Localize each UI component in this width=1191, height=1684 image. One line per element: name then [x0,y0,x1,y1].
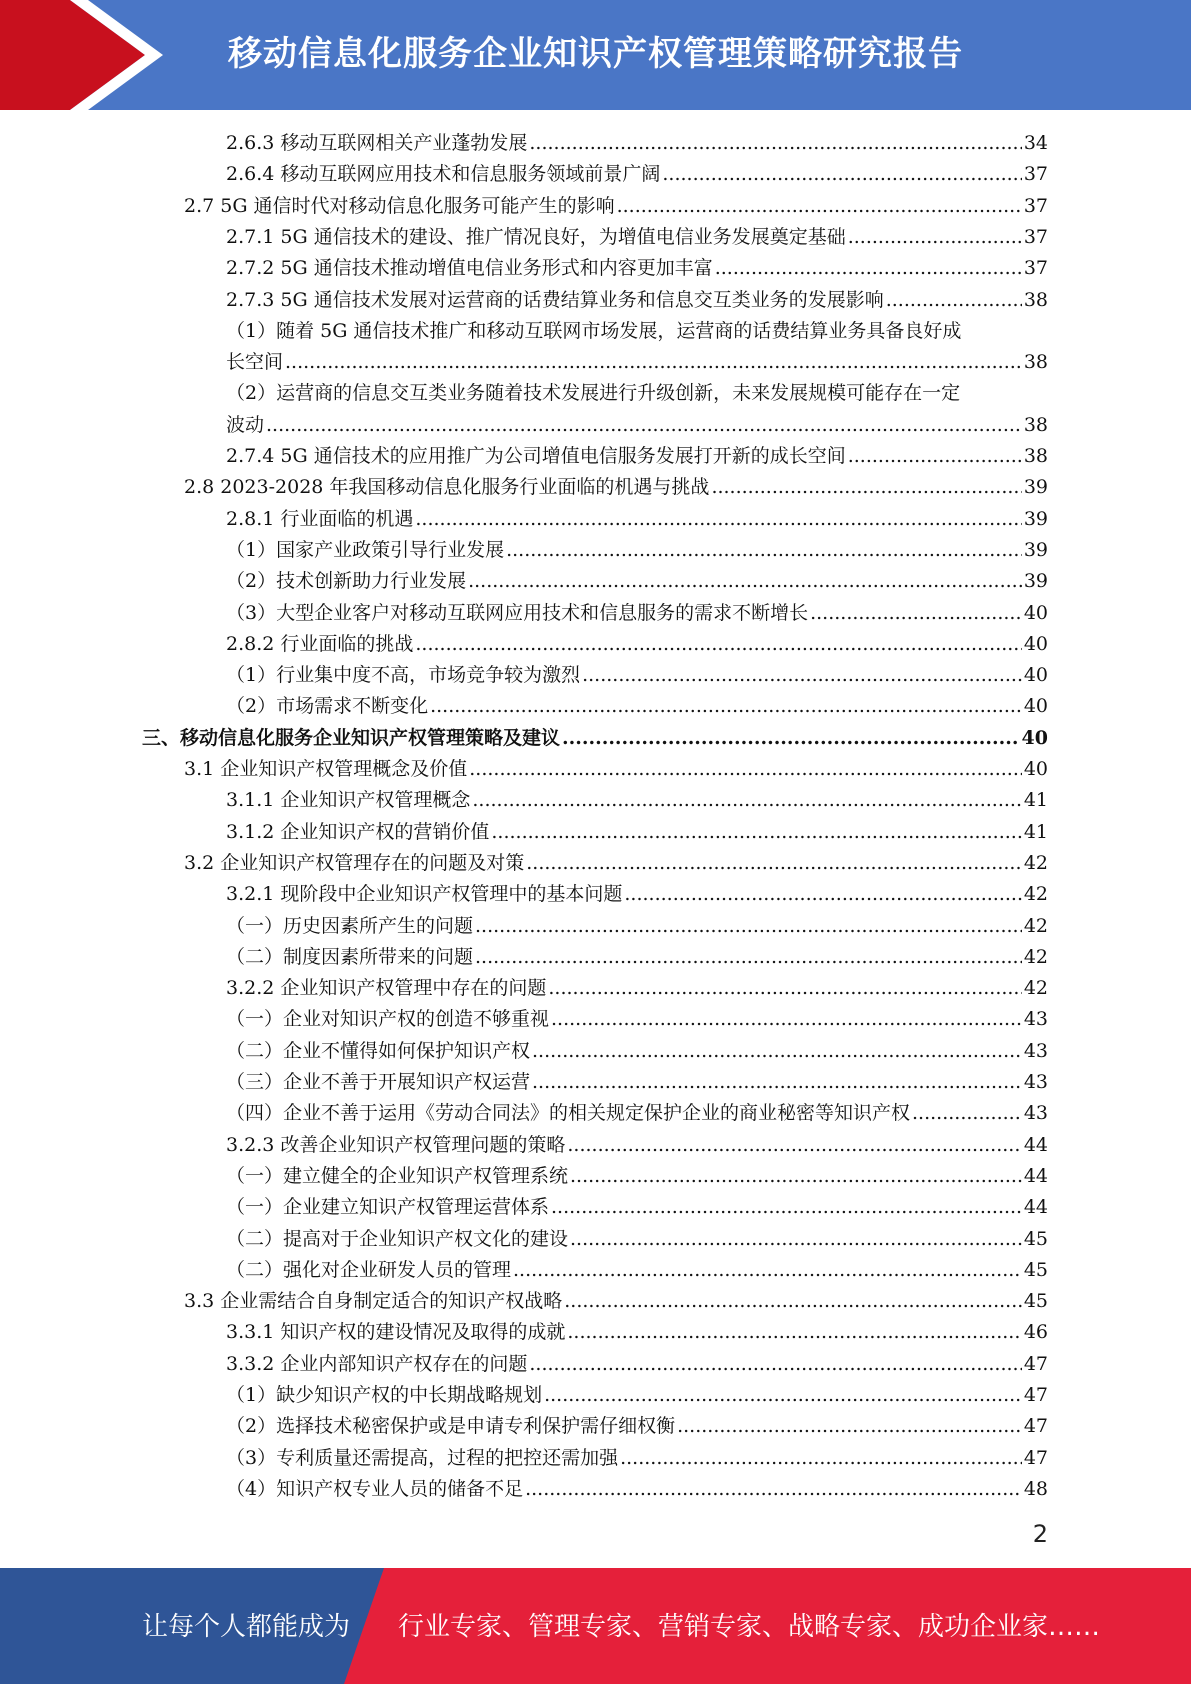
toc-dot-leader [624,879,1021,910]
toc-entry[interactable] [226,1411,1048,1442]
toc-dot-leader [810,598,1022,629]
footer-slogan-right: 行业专家、管理专家、营销专家、战略专家、成功企业家…… [398,1612,1101,1642]
toc-entry-title: （二）提高对于企业知识产权文化的建设 [226,1227,569,1250]
toc-entry-title: 2.7.4 5G 通信技术的应用推广为公司增值电信服务发展打开新的成长空间 [226,445,846,467]
page-header [0,0,1191,110]
toc-entry-page: 38 [1023,351,1048,374]
toc-entry-page: 43 [1023,1008,1048,1031]
toc-entry[interactable] [226,253,1048,284]
toc-entry-title: （二）企业不懂得如何保护知识产权 [226,1039,531,1062]
toc-dot-leader [551,1192,1022,1223]
toc-dot-leader [567,1130,1021,1161]
toc-entry-title: 长空间 [226,351,284,374]
toc-entry[interactable] [226,629,1048,660]
toc-entry[interactable] [226,1317,1048,1348]
toc-entry-title: （一）企业建立知识产权管理运营体系 [226,1196,550,1219]
toc-entry-page: 47 [1023,1384,1048,1406]
toc-entry[interactable] [226,1192,1048,1223]
toc-entry[interactable] [184,754,1048,785]
toc-entry-page: 39 [1023,476,1048,499]
toc-dot-leader [506,535,1022,566]
toc-entry-page: 47 [1023,1415,1048,1438]
toc-dot-leader [266,410,1022,441]
toc-dot-leader [469,754,1022,785]
toc-dot-leader [715,253,1022,284]
toc-entry-title: （四）企业不善于运用《劳动合同法》的相关规定保护企业的商业秘密等知识产权 [226,1102,911,1125]
toc-entry-title: （4）知识产权专业人员的储备不足 [226,1477,524,1500]
toc-entry-title: （2）选择技术秘密保护或是申请专利保护需仔细权衡 [226,1415,676,1438]
toc-entry-page: 45 [1023,1258,1048,1281]
toc-dot-leader [475,911,1022,942]
toc-entry-title: 3.3.1 知识产权的建设情况及取得的成就 [226,1321,566,1344]
toc-entry-title: 2.7.3 5G 通信技术发展对运营商的话费结算业务和信息交互类业务的发展影响 [226,288,884,311]
toc-entry[interactable] [226,879,1048,910]
toc-entry-title: 2.7.2 5G 通信技术推动增值电信业务形式和内容更加丰富 [226,257,713,280]
toc-entry-page: 47 [1023,1352,1048,1375]
toc-entry[interactable] [226,785,1048,816]
toc-entry[interactable] [226,691,1048,722]
toc-entry-title: 三、移动信息化服务企业知识产权管理策略及建议 [142,726,561,749]
toc-dot-leader [570,1161,1022,1192]
toc-entry-page: 37 [1023,225,1048,248]
toc-entry[interactable] [226,911,1048,942]
toc-dot-leader [532,1036,1022,1067]
toc-dot-leader [662,159,1021,190]
toc-dot-leader [548,973,1021,1004]
toc-dot-leader [582,660,1022,691]
toc-entry-title: 3.1.2 企业知识产权的营销价值 [226,820,490,843]
toc-entry-page: 43 [1023,1102,1048,1125]
toc-entry-title: （三）企业不善于开展知识产权运营 [226,1071,531,1093]
toc-entry[interactable] [226,1098,1048,1129]
toc-entry[interactable] [226,1349,1048,1380]
header-title: 移动信息化服务企业知识产权管理策略研究报告 [228,34,963,74]
toc-dot-leader [513,1255,1022,1286]
toc-entry-page: 38 [1023,445,1048,467]
toc-entry-page: 38 [1023,413,1048,436]
toc-entry-page: 40 [1023,632,1048,655]
toc-entry-title: 3.2.1 现阶段中企业知识产权管理中的基本问题 [226,883,623,906]
toc-entry-title: （1）国家产业政策引导行业发展 [226,538,505,561]
toc-entry[interactable] [226,1161,1048,1192]
toc-entry[interactable] [184,848,1048,879]
toc-entry-title-line: （1）随着 5G 通信技术推广和移动互联网市场发展，运营商的话费结算业务具备良好成 [226,319,962,342]
toc-entry-page: 47 [1023,1446,1048,1469]
toc-entry[interactable] [226,128,1048,159]
toc-entry-page: 46 [1023,1321,1048,1344]
toc-entry-page: 39 [1023,570,1048,593]
toc-entry-page: 44 [1023,1196,1048,1219]
toc-entry-title: 2.7 5G 通信时代对移动信息化服务可能产生的影响 [184,194,615,217]
toc-dot-leader [848,222,1022,253]
toc-entry-page: 41 [1023,820,1048,843]
toc-entry-title: （2）市场需求不断变化 [226,695,429,718]
toc-dot-leader [285,347,1022,378]
toc-entry-page: 41 [1023,789,1048,812]
toc-entry-page: 42 [1023,883,1048,906]
toc-entry-page: 40 [1023,758,1048,780]
toc-entry[interactable] [226,1224,1048,1255]
toc-entry-title: （1）行业集中度不高，市场竞争较为激烈 [226,664,581,687]
toc-dot-leader [564,1286,1022,1317]
toc-entry[interactable] [226,1067,1048,1098]
toc-dot-leader [544,1380,1022,1411]
toc-entry-page: 43 [1023,1039,1048,1062]
toc-entry-title: 2.6.4 移动互联网应用技术和信息服务领域前景广阔 [226,163,661,186]
page-number: 2 [1032,1520,1048,1548]
toc-entry-title: 2.8 2023-2028 年我国移动信息化服务行业面临的机遇与挑战 [184,476,710,499]
toc-entry-title-line: （2）运营商的信息交互类业务随着技术发展进行升级创新，未来发展规模可能存在一定 [226,382,961,405]
toc-dot-leader [551,1004,1022,1035]
toc-dot-leader [620,1443,1022,1474]
toc-entry-page: 45 [1023,1290,1048,1313]
toc-entry-title: （一）历史因素所产生的问题 [226,914,474,937]
toc-entry-title: 3.2.2 企业知识产权管理中存在的问题 [226,977,547,1000]
toc-entry[interactable] [226,1130,1048,1161]
toc-dot-leader [415,629,1021,660]
toc-entry-title: 2.8.2 行业面临的挑战 [226,632,414,655]
toc-entry[interactable] [184,191,1048,222]
toc-entry[interactable] [226,410,1048,441]
toc-entry-page: 34 [1023,132,1048,154]
toc-entry-title: （二）制度因素所带来的问题 [226,945,474,968]
toc-entry-title: （1）缺少知识产权的中长期战略规划 [226,1384,543,1406]
toc-entry[interactable] [226,347,1048,378]
toc-dot-leader [529,1349,1021,1380]
toc-entry-title: （二）强化对企业研发人员的管理 [226,1258,512,1281]
toc-entry-title: 2.6.3 移动互联网相关产业蓬勃发展 [226,132,528,154]
toc-dot-leader [468,566,1022,597]
toc-entry-page: 44 [1023,1164,1048,1187]
toc-dot-leader [848,441,1022,472]
toc-dot-leader [567,1317,1021,1348]
toc-dot-leader [562,723,1020,754]
toc-entry[interactable] [226,535,1048,566]
toc-entry-title: 波动 [226,413,265,436]
toc-dot-leader [526,848,1022,879]
toc-entry-page: 42 [1023,977,1048,1000]
toc-dot-leader [529,128,1021,159]
footer-slogan-left: 让每个人都能成为 [142,1612,351,1642]
toc-entry[interactable] [184,472,1048,503]
toc-entry-title: （3）大型企业客户对移动互联网应用技术和信息服务的需求不断增长 [226,601,809,624]
toc-entry[interactable] [226,942,1048,973]
toc-entry-page: 44 [1023,1133,1048,1156]
toc-entry-title: 3.1 企业知识产权管理概念及价值 [184,758,468,780]
toc-entry[interactable] [226,441,1048,472]
toc-entry-title: 3.2.3 改善企业知识产权管理问题的策略 [226,1133,566,1156]
toc-entry-page: 48 [1023,1477,1048,1500]
toc-entry-title: 3.2 企业知识产权管理存在的问题及对策 [184,851,525,874]
toc-dot-leader [525,1474,1022,1505]
toc-entry[interactable] [226,1255,1048,1286]
toc-entry[interactable] [226,1380,1048,1411]
toc-entry[interactable] [226,159,1048,190]
toc-dot-leader [912,1098,1022,1129]
toc-entry-title: （一）企业对知识产权的创造不够重视 [226,1008,550,1031]
toc-entry[interactable] [226,1443,1048,1474]
toc-entry-page: 45 [1023,1227,1048,1250]
toc-dot-leader [491,817,1021,848]
toc-entry-page: 37 [1023,194,1048,217]
toc-entry-page: 43 [1023,1071,1048,1093]
toc-dot-leader [475,942,1022,973]
toc-dot-leader [886,285,1022,316]
toc-dot-leader [617,191,1022,222]
toc-entry-page: 42 [1023,945,1048,968]
toc-entry-page: 42 [1023,851,1048,874]
toc-entry[interactable] [184,1286,1048,1317]
toc-dot-leader [430,691,1022,722]
toc-entry-page: 37 [1023,163,1048,186]
toc-dot-leader [677,1411,1022,1442]
toc-entry-page: 40 [1021,726,1048,749]
toc-entry-page: 39 [1023,507,1048,530]
toc-entry[interactable] [226,660,1048,691]
toc-entry-title: 3.1.1 企业知识产权管理概念 [226,789,471,812]
toc-entry-title: （3）专利质量还需提高，过程的把控还需加强 [226,1446,619,1469]
toc-entry-title: 2.7.1 5G 通信技术的建设、推广情况良好，为增值电信业务发展奠定基础 [226,225,846,248]
toc-entry-page: 39 [1023,538,1048,561]
toc-entry[interactable] [226,1036,1048,1067]
toc-entry-page: 38 [1023,288,1048,311]
page-footer [0,1568,1191,1684]
toc-entry-title: （2）技术创新助力行业发展 [226,570,467,593]
toc-entry[interactable] [226,598,1048,629]
toc-entry-title: 2.8.1 行业面临的机遇 [226,507,414,530]
toc-dot-leader [570,1224,1022,1255]
toc-dot-leader [415,504,1021,535]
toc-entry-title: 3.3.2 企业内部知识产权存在的问题 [226,1352,528,1375]
toc-entry[interactable] [226,285,1048,316]
toc-entry[interactable] [226,222,1048,253]
toc-entry-page: 37 [1023,257,1048,280]
toc-entry-page: 42 [1023,914,1048,937]
toc-entry-page: 40 [1023,695,1048,718]
toc-dot-leader [472,785,1021,816]
toc-dot-leader [711,472,1021,503]
toc-entry[interactable] [226,817,1048,848]
toc-entry[interactable] [226,1004,1048,1035]
toc-entry[interactable] [226,566,1048,597]
toc-entry[interactable] [226,504,1048,535]
toc-entry-title: 3.3 企业需结合自身制定适合的知识产权战略 [184,1290,563,1313]
toc-entry-page: 40 [1023,601,1048,624]
toc-dot-leader [532,1067,1022,1098]
toc-entry-title: （一）建立健全的企业知识产权管理系统 [226,1164,569,1187]
toc-entry[interactable] [142,723,1048,754]
toc-entry[interactable] [226,973,1048,1004]
toc-entry[interactable] [226,1474,1048,1505]
toc-entry-page: 40 [1023,664,1048,687]
